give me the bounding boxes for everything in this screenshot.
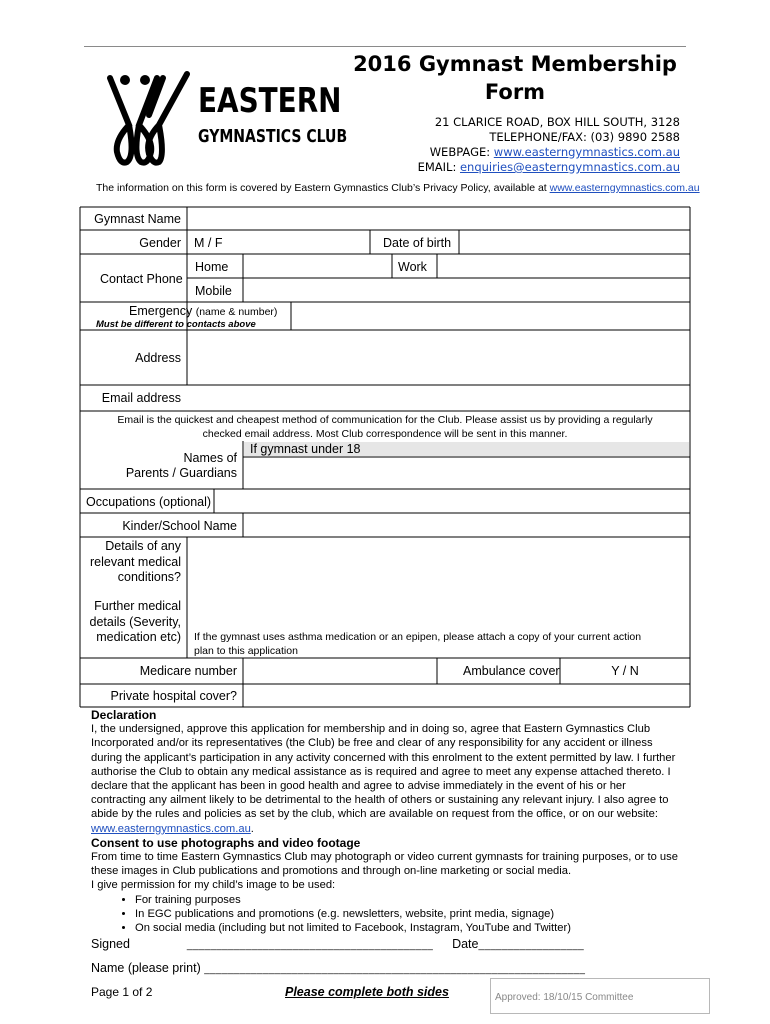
parents-field[interactable]	[244, 458, 689, 488]
email-link[interactable]: enquiries@easterngymnastics.com.au	[459, 160, 680, 174]
club-phone: TELEPHONE/FAX: (03) 9890 2588	[489, 130, 680, 144]
email-address-field[interactable]	[188, 386, 689, 410]
signature-row	[91, 937, 584, 951]
ambulance-yn[interactable]: Y / N	[611, 664, 639, 678]
page-number: Page 1 of 2	[91, 985, 153, 999]
webpage-link[interactable]: www.easterngymnastics.com.au	[493, 145, 680, 159]
parents-label: Parents / Guardians	[125, 466, 237, 480]
name-print-label: Name (please print)	[91, 961, 201, 975]
medicare-field[interactable]	[244, 659, 436, 683]
permission-item: • For training purposes	[135, 893, 681, 907]
dob-label: Date of birth	[383, 236, 452, 250]
gender-options[interactable]: M / F	[194, 236, 223, 250]
consent-body: From time to time Eastern Gymnastics Club may photograph or video current gymnasts for training purposes, or to use these images in Club publications and promotions and through on-line marketing or social media.	[91, 851, 678, 878]
signed-label: Signed	[91, 937, 130, 951]
svg-text:GYMNASTICS CLUB: GYMNASTICS CLUB	[198, 125, 348, 147]
medical-details-field[interactable]	[188, 538, 689, 626]
asthma-note: If the gymnast uses asthma medication or an epipen, please attach a copy of your current action plan to this application	[194, 631, 642, 657]
mobile-label: Mobile	[195, 284, 232, 298]
work-phone-field[interactable]	[438, 255, 689, 277]
declaration-section	[91, 708, 681, 935]
under-18-note: If gymnast under 18	[250, 442, 361, 456]
declaration-body: I, the undersigned, approve this application for membership and in doing so, agree that Eastern Gymnastics Club Incorporated and/or its representatives (the Club) be free and clear of any responsibility for any accident or illness during the applicant’s participation in any activity concerned with this enrolment to the extent permitted by law. I further authorise the Club to obtain any medical assistance as is required and agree to meet any expense attached thereto. I declare that the applicant has been in good health and agree to advise immediately in the event of his or her contracting any ailment likely to be detrimental to the health of others or sustaining any relevant injury. I also agree to abide by the rules and policies as set by the club, which are available on request from the office, or on our website: www.easterngymnastics.com.au.	[91, 723, 676, 835]
name-print-row	[91, 961, 585, 975]
school-field[interactable]	[244, 514, 689, 536]
declaration-website-link[interactable]: www.easterngymnastics.com.au	[91, 822, 251, 835]
club-contact-block: 21 CLARICE ROAD, BOX HILL SOUTH, 3128 TELEPHONE/FAX: (03) 9890 2588 WEBPAGE: www.easterngymnastics.com.au EMAIL: enquiries@easterngymnastics.com.au	[417, 115, 680, 174]
ambulance-label: Ambulance cover	[463, 664, 560, 678]
gender-label: Gender	[139, 236, 181, 250]
date-line[interactable]: __________________	[478, 940, 584, 951]
contact-phone-label: Contact Phone	[100, 272, 183, 286]
emergency-warning: Must be different to contacts above	[96, 319, 256, 330]
date-label: Date	[452, 937, 479, 951]
permission-list	[91, 893, 681, 936]
complete-both-sides-note: Please complete both sides	[285, 985, 449, 999]
home-phone-label: Home	[195, 260, 229, 274]
emergency-field[interactable]	[292, 303, 689, 329]
svg-text:EASTERN: EASTERN	[198, 81, 342, 121]
approval-stamp: Approved: 18/10/15 Committee	[490, 978, 710, 1014]
form-title: 2016 Gymnast Membership Form	[353, 52, 677, 104]
mobile-field[interactable]	[244, 279, 689, 301]
gymnast-name-label: Gymnast Name	[94, 212, 181, 226]
medical-conditions-label: Details of any relevant medical conditions?	[89, 539, 181, 584]
private-hospital-field[interactable]	[244, 685, 689, 706]
permission-text: I give permission for my child’s image to be used:	[91, 879, 336, 892]
occupations-field[interactable]	[215, 490, 689, 512]
declaration-heading: Declaration	[91, 708, 157, 722]
permission-item: • In EGC publications and promotions (e.g. newsletters, website, print media, signage)	[135, 907, 681, 921]
home-phone-field[interactable]	[244, 255, 391, 277]
club-address: 21 CLARICE ROAD, BOX HILL SOUTH, 3128	[434, 115, 680, 129]
privacy-note: The information on this form is covered by Eastern Gymnastics Club’s Privacy Policy, available at www.easterngymnastics.com.au	[96, 182, 700, 194]
medicare-label: Medicare number	[139, 664, 237, 678]
further-medical-label: Further medical details (Severity, medication etc)	[89, 599, 181, 644]
school-label: Kinder/School Name	[122, 519, 237, 533]
signed-line[interactable]: __________________________________________	[186, 940, 434, 951]
consent-heading: Consent to use photographs and video footage	[91, 835, 361, 850]
permission-item: • On social media (including but not limited to Facebook, Instagram, YouTube and Twitter)	[135, 921, 681, 935]
address-label: Address	[135, 351, 181, 365]
email-address-label: Email address	[101, 391, 181, 405]
occupations-label: Occupations (optional)	[86, 495, 212, 509]
emergency-label: Emergency (name & number)	[129, 304, 278, 318]
dob-field[interactable]	[460, 231, 689, 253]
name-print-line[interactable]: _________________________________________________________________	[204, 964, 586, 975]
names-of-label: Names of	[183, 451, 237, 465]
email-note: Email is the quickest and cheapest method of communication for the Club. Please assist us by providing a regularly checked email address. Most Club correspondence will be sent in this manner.	[117, 414, 653, 440]
address-field[interactable]	[188, 331, 689, 384]
gymnast-name-field[interactable]	[188, 208, 689, 229]
privacy-link[interactable]: www.easterngymnastics.com.au	[549, 182, 700, 194]
work-phone-label: Work	[398, 260, 427, 274]
private-hospital-label: Private hospital cover?	[110, 689, 237, 703]
